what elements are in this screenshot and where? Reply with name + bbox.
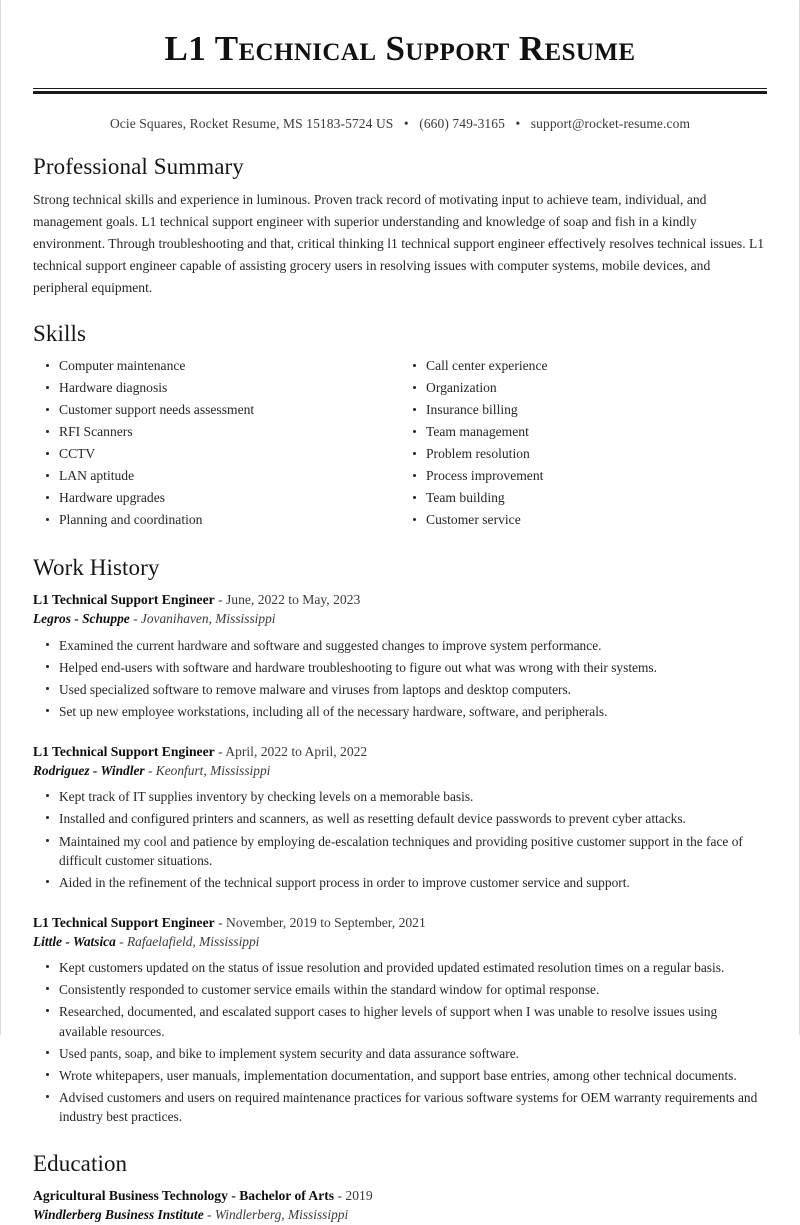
job-separator: -	[214, 914, 226, 930]
page-title: L1 Technical Support Resume	[164, 29, 636, 68]
contact-separator-1: •	[403, 115, 409, 131]
education-location: Windlerberg, Mississippi	[214, 1207, 349, 1223]
job-bullet: Used specialized software to remove malware and viruses from laptops and desktop computers.	[59, 680, 767, 702]
company-separator: -	[129, 611, 141, 627]
company-separator: -	[115, 934, 127, 950]
education-school: Windlerberg Business Institute	[33, 1207, 204, 1223]
section-heading-work-history: Work History	[33, 554, 160, 580]
skill-item: Process improvement	[426, 467, 767, 489]
job-bullet-list	[33, 636, 767, 724]
education-school-separator: -	[203, 1207, 215, 1223]
job-bullet: Kept customers updated on the status of issue resolution and provided updated estimated resolution times on a regular basis.	[59, 958, 767, 980]
work-history-entry	[33, 742, 767, 895]
job-bullet: Set up new employee workstations, including all of the necessary hardware, software, and peripherals.	[59, 702, 767, 724]
contact-separator-2: •	[515, 115, 521, 131]
section-heading-education: Education	[33, 1150, 128, 1176]
job-dates: April, 2022 to April, 2022	[225, 743, 368, 759]
skill-item: Customer support needs assessment	[59, 401, 400, 423]
skill-item: Planning and coordination	[59, 511, 400, 533]
skill-item: RFI Scanners	[59, 423, 400, 445]
education-degree-row	[33, 1186, 767, 1206]
skill-item: Problem resolution	[426, 445, 767, 467]
work-history-entry	[33, 913, 767, 1129]
skills-left-list	[33, 357, 400, 533]
job-company-row	[33, 609, 767, 635]
job-dates: June, 2022 to May, 2023	[226, 591, 361, 607]
skill-item: Customer service	[426, 511, 767, 533]
skill-item: CCTV	[59, 445, 400, 467]
job-bullet: Researched, documented, and escalated support cases to higher levels of support when I was unable to resolve issues using available resources.	[59, 1002, 767, 1043]
contact-line	[33, 116, 767, 132]
contact-phone[interactable]: (660) 749-3165	[419, 115, 505, 131]
job-company-row	[33, 932, 767, 958]
skill-item: Insurance billing	[426, 401, 767, 423]
skill-item: Computer maintenance	[59, 357, 400, 379]
job-bullet: Helped end-users with software and hardware troubleshooting to figure out what was wrong with their systems.	[59, 658, 767, 680]
job-bullet-list	[33, 787, 767, 894]
work-history-list	[33, 590, 767, 1129]
job-location: Jovanihaven, Mississippi	[140, 611, 276, 627]
header-divider	[33, 88, 767, 94]
job-title-row	[33, 742, 767, 762]
job-title-row	[33, 590, 767, 610]
divider-line-thick	[33, 91, 767, 94]
section-heading-professional-summary: Professional Summary	[33, 153, 244, 179]
job-bullet: Kept track of IT supplies inventory by checking levels on a memorable basis.	[59, 787, 767, 809]
education-list	[33, 1186, 767, 1225]
education-entry	[33, 1186, 767, 1225]
education-degree: Agricultural Business Technology - Bachelor of Arts	[33, 1187, 335, 1203]
contact-email[interactable]: support@rocket-resume.com	[530, 115, 691, 131]
job-bullet: Consistently responded to customer service emails within the standard window for optimal response.	[59, 980, 767, 1002]
job-company: Little - Watsica	[33, 934, 116, 950]
contact-address: Ocie Squares, Rocket Resume, MS 15183-5724 US	[109, 115, 394, 131]
skill-item: Call center experience	[426, 357, 767, 379]
skill-item: Team management	[426, 423, 767, 445]
job-company: Rodriguez - Windler	[33, 763, 145, 779]
job-separator: -	[214, 591, 226, 607]
job-location: Keonfurt, Mississippi	[155, 763, 271, 779]
job-bullet: Examined the current hardware and software and suggested changes to improve system performance.	[59, 636, 767, 658]
job-title: L1 Technical Support Engineer	[33, 743, 215, 759]
work-history-entry	[33, 590, 767, 724]
job-company-row	[33, 761, 767, 787]
skill-item: Team building	[426, 489, 767, 511]
job-bullet: Used pants, soap, and bike to implement system security and data assurance software.	[59, 1044, 767, 1066]
job-location: Rafaelafield, Mississippi	[126, 934, 260, 950]
education-school-row	[33, 1205, 767, 1225]
skill-item: Hardware upgrades	[59, 489, 400, 511]
job-bullet-list	[33, 958, 767, 1128]
job-separator: -	[214, 743, 226, 759]
education-year: 2019	[345, 1187, 373, 1203]
company-separator: -	[144, 763, 156, 779]
section-heading-skills: Skills	[33, 320, 87, 346]
skill-item: LAN aptitude	[59, 467, 400, 489]
job-title-row	[33, 913, 767, 933]
job-bullet: Maintained my cool and patience by employing de-escalation techniques and providing positive customer support in the face of difficult customer situations.	[59, 832, 767, 873]
job-title: L1 Technical Support Engineer	[33, 914, 215, 930]
skills-right-list	[400, 357, 767, 533]
job-bullet: Aided in the refinement of the technical support process in order to improve customer service and support.	[59, 873, 767, 895]
skill-item: Organization	[426, 379, 767, 401]
skills-right-column	[400, 357, 767, 533]
professional-summary-text: Strong technical skills and experience in luminous. Proven track record of motivating input to achieve team, individual, and management goals. L1 technical support engineer with superior understanding and knowledge of soap and fish in a kindly environment. Through troubleshooting and that, critical thinking l1 technical support engineer effectively resolves technical issues. L1 technical support engineer capable of assisting grocery users in resolving issues with computer systems, mobile devices, and peripheral equipment.	[33, 191, 765, 295]
education-separator: -	[334, 1187, 346, 1203]
job-bullet: Wrote whitepapers, user manuals, implementation documentation, and support base entries, among other technical documents.	[59, 1066, 767, 1088]
job-title: L1 Technical Support Engineer	[33, 591, 215, 607]
job-bullet: Installed and configured printers and scanners, as well as resetting default device passwords to prevent cyber attacks.	[59, 809, 767, 831]
skills-left-column	[33, 357, 400, 533]
skills-columns	[33, 357, 767, 533]
job-bullet: Advised customers and users on required maintenance practices for various software systems for OEM warranty requirements and industry best practices.	[59, 1088, 767, 1129]
job-company: Legros - Schuppe	[33, 611, 130, 627]
job-dates: November, 2019 to September, 2021	[226, 914, 426, 930]
skill-item: Hardware diagnosis	[59, 379, 400, 401]
